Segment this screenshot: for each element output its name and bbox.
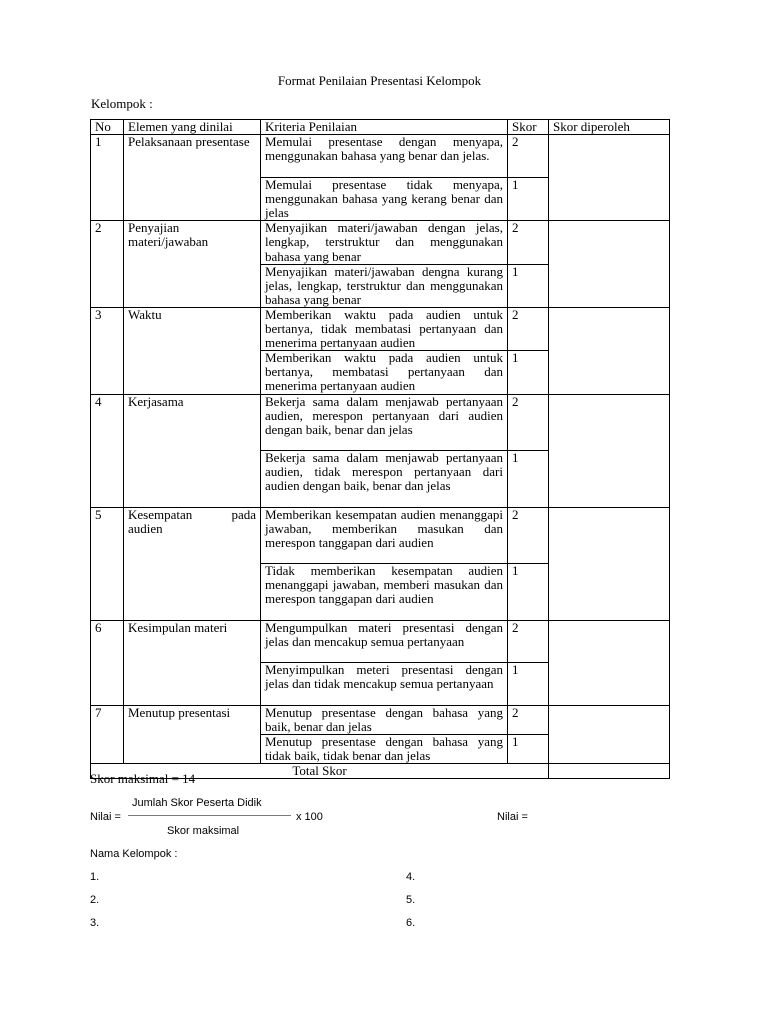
element-name: Pelaksanaan presentase (124, 135, 261, 221)
criteria-score: 1 (508, 264, 549, 307)
criteria-text: Menutup presentase dengan bahasa yang baik, benar dan jelas (261, 705, 508, 734)
table-row (91, 307, 670, 350)
criteria-score: 2 (508, 620, 549, 662)
group-label: Kelompok : (91, 96, 153, 111)
criteria-text: Tidak memberikan kesempatan audien menanggapi jawaban, memberi masukan dan merespon tanggapan dari audien (261, 563, 508, 620)
criteria-text: Memberikan waktu pada audien untuk bertanya, membatasi pertanyaan dan menerima pertanyaan audien (261, 351, 508, 394)
member-slot-5: 5. (406, 894, 416, 906)
criteria-score: 2 (508, 705, 549, 734)
score-obtained-cell[interactable] (549, 620, 670, 705)
criteria-score: 2 (508, 221, 549, 264)
row-number: 2 (91, 221, 124, 308)
criteria-score: 1 (508, 450, 549, 507)
criteria-score: 1 (508, 734, 549, 763)
score-obtained-cell[interactable] (549, 705, 670, 763)
criteria-score: 2 (508, 307, 549, 350)
row-number: 1 (91, 135, 124, 221)
criteria-score: 1 (508, 563, 549, 620)
element-name: Waktu (124, 307, 261, 394)
member-slot-2: 2. (90, 894, 100, 906)
nilai-result-label: Nilai = (497, 811, 528, 823)
criteria-score: 2 (508, 394, 549, 450)
max-score-note: Skor maksimal = 14 (90, 771, 196, 786)
formula-fraction-line (128, 815, 291, 816)
criteria-text: Memberikan kesempatan audien menanggapi jawaban, memberikan masukan dan merespon tanggapan dari audien (261, 507, 508, 563)
assessment-table (90, 119, 670, 779)
score-obtained-cell[interactable] (549, 507, 670, 620)
row-number: 5 (91, 507, 124, 620)
table-row (91, 135, 670, 178)
document-title: Format Penilaian Presentasi Kelompok (277, 73, 482, 88)
member-slot-6: 6. (406, 917, 416, 929)
score-obtained-cell[interactable] (549, 135, 670, 221)
row-number: 6 (91, 620, 124, 705)
criteria-text: Menutup presentase dengan bahasa yang tidak baik, tidak benar dan jelas (261, 734, 508, 763)
criteria-score: 2 (508, 135, 549, 178)
score-obtained-cell[interactable] (549, 307, 670, 394)
table-row (91, 620, 670, 662)
header-no: No (91, 120, 124, 135)
criteria-score: 1 (508, 178, 549, 221)
formula-multiplier: x 100 (296, 811, 323, 823)
header-score-obtained: Skor diperoleh (549, 120, 670, 135)
score-obtained-cell[interactable] (549, 221, 670, 308)
criteria-score: 1 (508, 662, 549, 705)
table-row (91, 221, 670, 264)
total-label: Total Skor (91, 763, 549, 778)
criteria-text: Mengumpulkan materi presentasi dengan jelas dan mencakup semua pertanyaan (261, 620, 508, 662)
row-number: 3 (91, 307, 124, 394)
member-slot-1: 1. (90, 871, 100, 883)
row-number: 4 (91, 394, 124, 507)
member-slot-4: 4. (406, 871, 416, 883)
total-score-cell[interactable] (549, 763, 670, 778)
table-row (91, 507, 670, 563)
criteria-text: Bekerja sama dalam menjawab pertanyaan audien, merespon pertanyaan dari audien dengan baik, benar dan jelas (261, 394, 508, 450)
table-row (91, 705, 670, 734)
element-name: Kesempatan pada audien (124, 507, 261, 620)
formula-numerator: Jumlah Skor Peserta Didik (132, 797, 262, 809)
criteria-text: Menyajikan materi/jawaban dengan jelas, lengkap, terstruktur dan menggunakan bahasa yang benar (261, 221, 508, 264)
criteria-score: 2 (508, 507, 549, 563)
element-name: Kerjasama (124, 394, 261, 507)
criteria-text: Bekerja sama dalam menjawab pertanyaan audien, tidak merespon pertanyaan dari audien dengan baik, benar dan jelas (261, 450, 508, 507)
member-slot-3: 3. (90, 917, 100, 929)
score-obtained-cell[interactable] (549, 394, 670, 507)
criteria-text: Memulai presentase dengan menyapa, menggunakan bahasa yang benar dan jelas. (261, 135, 508, 178)
criteria-text: Memberikan waktu pada audien untuk bertanya, tidak membatasi pertanyaan dan menerima pertanyaan audien (261, 307, 508, 350)
criteria-text: Memulai presentase tidak menyapa, menggunakan bahasa yang kerang benar dan jelas (261, 178, 508, 221)
row-number: 7 (91, 705, 124, 763)
formula-label: Nilai = (90, 811, 121, 823)
element-name: Kesimpulan materi (124, 620, 261, 705)
criteria-text: Menyimpulkan meteri presentasi dengan jelas dan tidak mencakup semua pertanyaan (261, 662, 508, 705)
table-row (91, 394, 670, 450)
element-name: Penyajian materi/jawaban (124, 221, 261, 308)
table-header-row (91, 120, 670, 135)
element-name: Menutup presentasi (124, 705, 261, 763)
formula-denominator: Skor maksimal (167, 825, 240, 837)
header-score: Skor (508, 120, 549, 135)
criteria-score: 1 (508, 351, 549, 394)
criteria-text: Menyajikan materi/jawaban dengna kurang jelas, lengkap, terstruktur dan menggunakan bahasa yang benar (261, 264, 508, 307)
header-criteria: Kriteria Penilaian (261, 120, 508, 135)
header-element: Elemen yang dinilai (124, 120, 261, 135)
group-members-label: Nama Kelompok : (90, 848, 178, 860)
